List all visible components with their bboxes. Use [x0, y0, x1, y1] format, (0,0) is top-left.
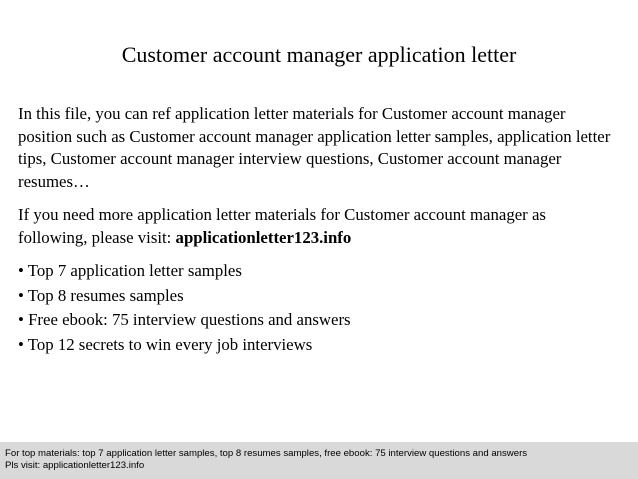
slide-body: [18, 103, 618, 358]
bullet-item: • Top 7 application letter samples: [18, 261, 242, 280]
bullet-list: [18, 260, 618, 356]
bullet-item: • Free ebook: 75 interview questions and answers: [18, 310, 351, 329]
intro-paragraph: In this file, you can ref application letter materials for Customer account manager position such as Customer account manager application letter samples, application letter tips, Customer account manager interview questions, Customer account manager resumes…: [18, 104, 611, 191]
visit-text: If you need more application letter materials for Customer account manager as following, please visit:: [18, 205, 546, 247]
footer-bar: [0, 442, 638, 479]
visit-link[interactable]: applicationletter123.info: [175, 227, 352, 247]
bullet-item: • Top 12 secrets to win every job interviews: [18, 334, 313, 354]
bullet-item: • Top 8 resumes samples: [18, 285, 184, 305]
slide-title: Customer account manager application letter: [121, 42, 517, 67]
visit-paragraph: [18, 204, 618, 249]
footer-line-1: For top materials: top 7 application letter samples, top 8 resumes samples, free ebook: 75 interview questions and answers: [5, 448, 528, 459]
footer-line-2: Pls visit: applicationletter123.info: [5, 460, 145, 471]
